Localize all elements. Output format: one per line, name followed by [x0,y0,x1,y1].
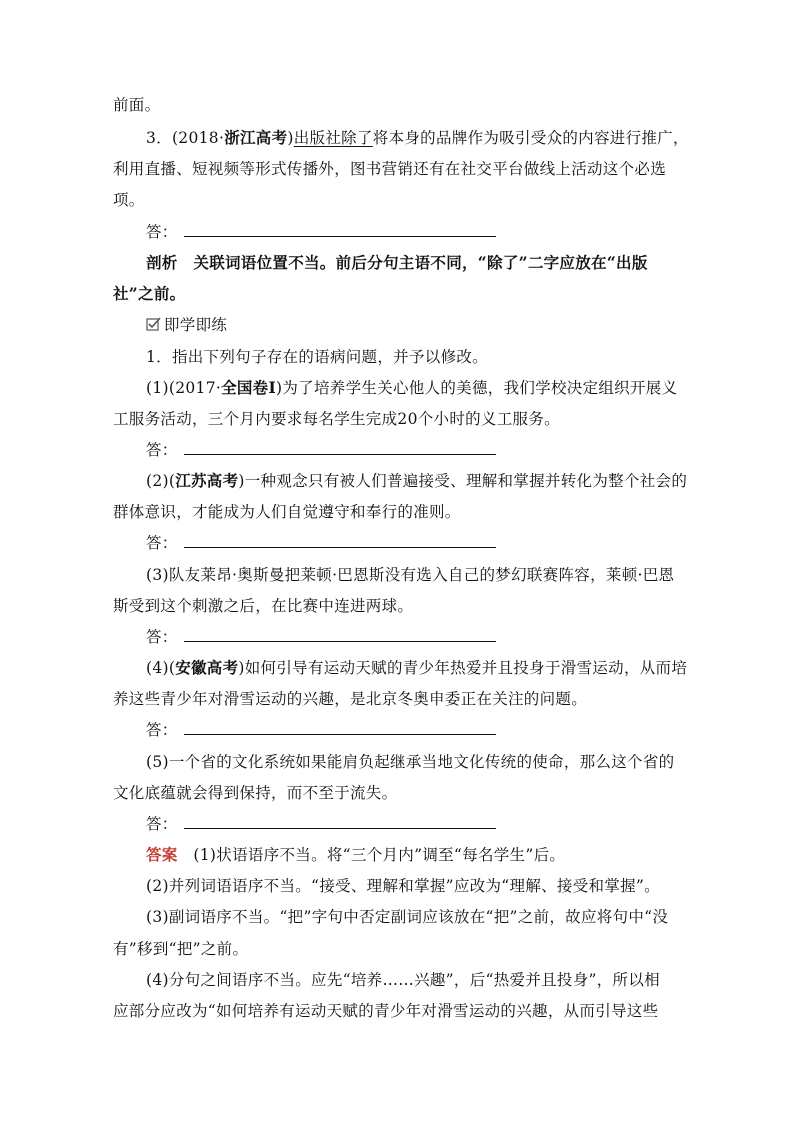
text-span: (4)( [146,659,176,677]
answer-2: (2)并列词语语序不当。“接受、理解和掌握”应改为“理解、接受和掌握”。 [146,877,660,895]
text-line: 文化底蕴就会得到保持，而不至于流失。 [113,784,398,802]
section-header [146,315,227,335]
question-3 [146,128,689,148]
text-span: ) [287,129,294,147]
answer-tag: 答案 [146,845,178,864]
text-line: 群体意识，才能成为人们自觉遵守和奉行的准则。 [113,503,461,521]
text-line: 有”移到“把”之前。 [113,940,249,958]
answer-label: 答： [146,628,178,646]
text-span: )一种观念只有被人们普遍接受、理解和掌握并转化为整个社会的 [238,472,688,490]
answer-row [146,440,496,460]
exercise-intro: 1．指出下列句子存在的语病问题，并予以修改。 [146,348,488,366]
text-span: 将本身的品牌作为吸引受众的内容进行推广， [372,129,689,147]
answer-label: 答： [146,815,178,833]
analysis-line: 社”之前。 [113,284,186,303]
text-span: )为了培养学生关心他人的美德，我们学校决定组织开展义 [276,379,678,397]
question-number: 3．(2018· [146,129,225,147]
checkbox-pencil-icon [146,316,162,332]
sentence-3: (3)队友莱昂·奥斯曼把莱顿·巴恩斯没有选入自己的梦幻联赛阵容，莱顿·巴恩 [146,566,675,584]
sentence-1 [146,378,677,398]
answer-label: 答： [146,534,178,552]
text-line: 工服务活动，三个月内要求每名学生完成20个小时的义工服务。 [113,410,560,428]
text-span: (1)状语语序不当。将“三个月内”调至“每名学生”后。 [193,846,566,864]
text-line: 前面。 [113,96,161,114]
text-line: 利用直播、短视频等形式传播外，图书营销还有在社交平台做线上活动这个必选 [113,160,667,178]
underlined-text: 除了 [341,129,373,147]
text-line: 项。 [113,191,145,209]
answer-row [146,222,496,242]
answer-1 [146,845,565,865]
answer-label: 答： [146,721,178,739]
text-line: 养这些青少年对滑雪运动的兴趣，是北京冬奥申委正在关注的问题。 [113,690,588,708]
underlined-text: 出版社 [293,129,342,147]
source-label: 浙江高考 [224,128,288,147]
source-label: 全国卷Ⅰ [221,378,277,397]
answer-blank[interactable] [184,720,496,735]
answer-blank[interactable] [184,814,496,829]
analysis-line: 剖析 关联词语位置不当。前后分句主语不同，“除了”二字应放在“出版 [146,253,648,272]
answer-blank[interactable] [184,222,496,237]
answer-blank[interactable] [184,533,496,548]
sentence-5: (5)一个省的文化系统如果能肩负起继承当地文化传统的使命，那么这个省的 [146,753,675,771]
answer-label: 答： [146,441,178,459]
answer-row [146,627,496,647]
answer-blank[interactable] [184,627,496,642]
text-span: (2)( [146,472,176,490]
answer-row [146,533,496,553]
section-title: 即学即练 [164,316,228,334]
answer-4: (4)分句之间语序不当。应先“培养……兴趣”，后“热爱并且投身”，所以相 [146,971,660,989]
answer-row [146,814,496,834]
answer-3: (3)副词语序不当。“把”字句中否定副词应该放在“把”之前，故应将句中“没 [146,908,669,926]
text-line: 应部分应改为“如何培养有运动天赋的青少年对滑雪运动的兴趣，从而引导这些 [113,1002,659,1020]
text-span: (1)(2017· [146,379,222,397]
text-span: )如何引导有运动天赋的青少年热爱并且投身于滑雪运动，从而培 [238,659,688,677]
sentence-4 [146,658,687,678]
source-label: 安徽高考 [175,658,239,677]
answer-row [146,720,496,740]
sentence-2 [146,471,687,491]
answer-label: 答： [146,223,178,241]
source-label: 江苏高考 [175,471,239,490]
text-line: 斯受到这个刺激之后，在比赛中连进两球。 [113,597,414,615]
answer-blank[interactable] [184,440,496,455]
